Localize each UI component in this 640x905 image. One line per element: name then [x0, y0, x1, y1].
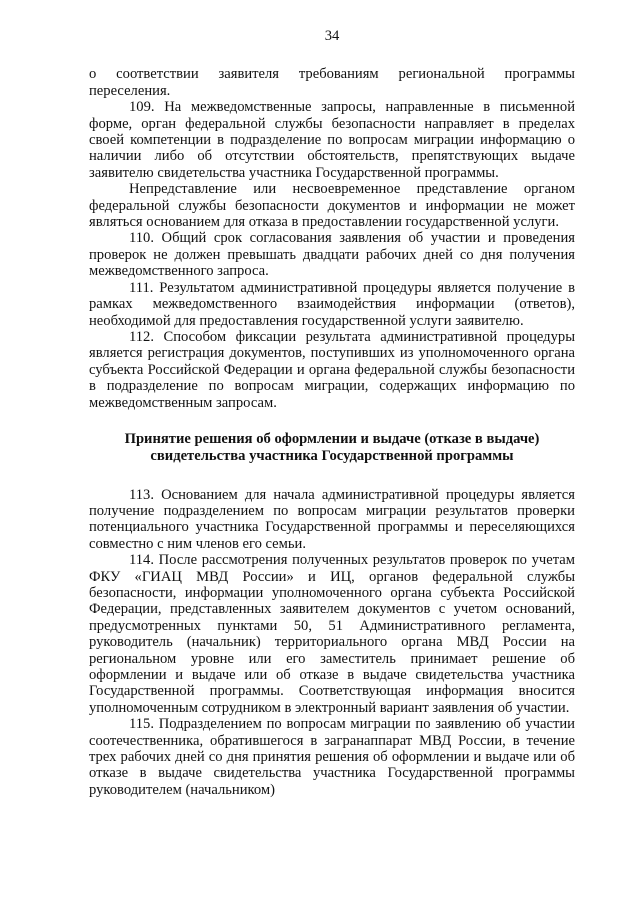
section-heading: Принятие решения об оформлении и выдаче (отказе в выдаче) свидетельства участника Государственной программы: [124, 430, 540, 464]
paragraph-112: 112. Способом фиксации результата административной процедуры является регистрация документов, поступивших из уполномоченного органа субъекта Российской Федерации и органа федеральной службы безопасности в подразделение по вопросам миграции, содержащих информацию по межведомственным запросам.: [89, 328, 575, 411]
paragraph-non-submission: Непредставление или несвоевременное представление органом федеральной службы безопасности документов и информации не может являться основанием для отказа в предоставлении государственной услуги.: [89, 181, 575, 231]
document-page: [89, 28, 575, 798]
page-number: 34: [324, 28, 340, 44]
paragraph-110: 110. Общий срок согласования заявления об участии и проведения проверок не должен превышать двадцати рабочих дней со дня получения межведомственного запроса.: [89, 230, 575, 280]
paragraph-114: 114. После рассмотрения полученных результатов проверок по учетам ФКУ «ГИАЦ МВД России» и ИЦ, органов федеральной службы безопасности, информации уполномоченного органа субъекта Российской Федерации, представленных заявителем документов с учетом оснований, предусмотренных пунктами 50, 51 Административного регламента, руководитель (начальник) территориального органа МВД России на региональном уровне или его заместитель принимает решение об оформлении и выдаче или об отказе в выдаче свидетельства участника Государственной программы. Соответствующая информация вносится уполномоченным сотрудником в электронный вариант заявления об участии.: [89, 552, 575, 716]
paragraph-continuation: о соответствии заявителя требованиям региональной программы переселения.: [89, 66, 575, 99]
paragraph-109: 109. На межведомственные запросы, направленные в письменной форме, орган федеральной службы безопасности направляет в пределах своей компетенции в подразделение по вопросам миграции информацию о наличии либо об отсутствии обстоятельств, препятствующих выдаче заявителю свидетельства участника Государственной программы.: [89, 99, 575, 181]
paragraph-113: 113. Основанием для начала административной процедуры является получение подразделением по вопросам миграции результатов проверки потенциального участника Государственной программы и переселяющихся совместно с ним членов его семьи.: [89, 486, 575, 552]
paragraph-115: 115. Подразделением по вопросам миграции по заявлению об участии соотечественника, обратившегося в загранаппарат МВД России, в течение трех рабочих дней со дня принятия решения об оформлении и выдаче или об отказе в выдаче свидетельства участника Государственной программы руководителем (начальником): [89, 716, 575, 798]
paragraph-111: 111. Результатом административной процедуры является получение в рамках межведомственного взаимодействия информации (ответов), необходимой для предоставления государственной услуги заявителю.: [89, 279, 575, 329]
